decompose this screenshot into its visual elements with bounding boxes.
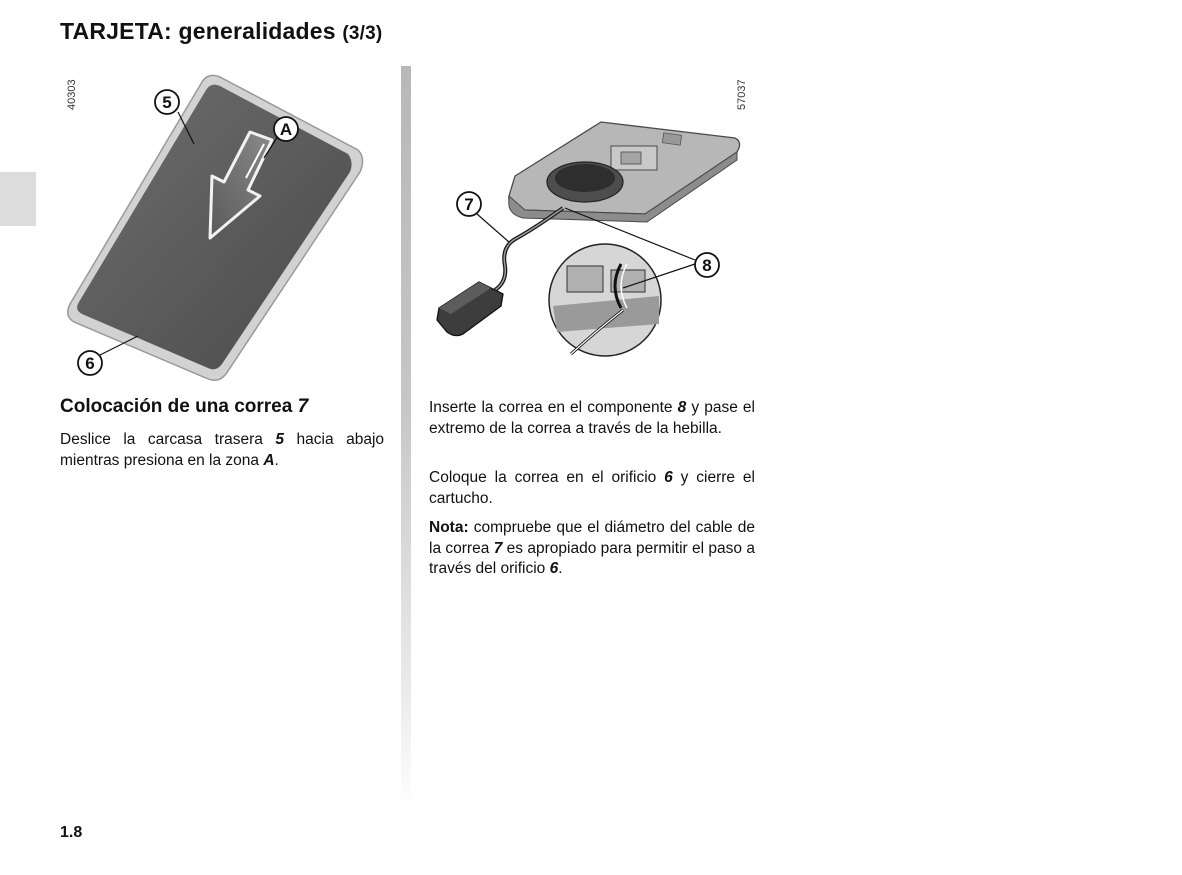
cartridge [509,122,740,222]
page-title-text: TARJETA: generalidades [60,18,336,44]
callout-a-label: A [279,120,293,139]
card-illustration [60,72,390,388]
section-heading [60,396,308,418]
strap [437,208,563,336]
ref-letter: A [263,451,275,469]
text-run: . [558,560,563,577]
instruction-paragraph [60,430,384,471]
ref-number: 6 [549,560,559,577]
text-run: hacia abajo mientras presiona en la zona [60,431,385,469]
ref-number: 8 [677,399,687,416]
detail-zoom [549,244,661,356]
section-heading-ref: 7 [297,396,309,417]
callout-5-label: 5 [162,93,172,112]
instruction-paragraph [429,468,755,509]
chapter-tab [0,172,36,226]
text-run: compruebe que el diámetro del cable de la correa [429,519,755,557]
text-run: es apropiado para permitir el paso a través del orificio [429,539,755,577]
ref-number: 6 [664,469,673,486]
callout-8-label: 8 [702,256,712,275]
note-label: Nota: [429,519,469,536]
figure-left-ref: 40303 [66,79,78,110]
text-run: Coloque la correa en el orificio [429,469,665,486]
column-divider [401,66,411,811]
text-run: y cierre el cartucho. [429,469,755,507]
callout-6-label: 6 [85,354,95,373]
strap-illustration [425,110,755,372]
text-run: Inserte la correa en el componente [429,399,678,416]
page-title [60,18,382,45]
instruction-paragraph [429,398,755,439]
text-run: . [274,451,279,469]
page-number: 1.8 [60,824,83,841]
figure-right-ref: 57037 [736,79,748,110]
callout-7-label: 7 [464,195,474,214]
section-heading-text: Colocación de una correa [60,396,298,417]
note-paragraph [429,518,755,580]
text-run: Deslice la carcasa trasera [60,431,276,448]
text-run: y pase el extremo de la correa a través de la hebilla. [429,399,755,437]
ref-number: 5 [275,431,285,448]
ref-number: 7 [493,539,503,557]
page-title-counter: (3/3) [342,23,383,44]
